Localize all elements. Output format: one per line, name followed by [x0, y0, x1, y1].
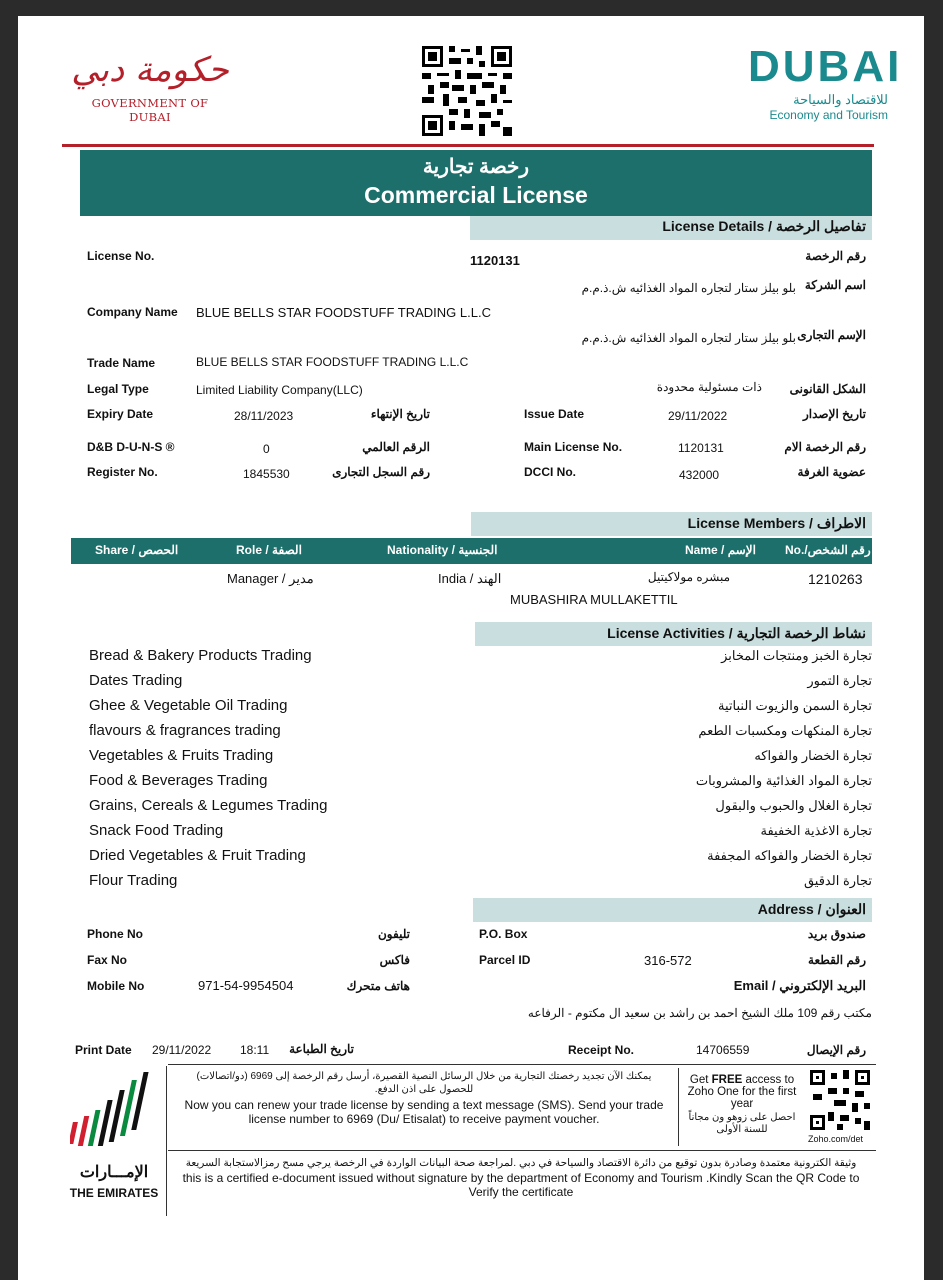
zoho-promo-pre: Get — [689, 1074, 712, 1086]
receipt-no-label: Receipt No. — [568, 1043, 635, 1057]
sms-notice-arabic: يمكنك الآن تجديد رخصتك التجارية من خلال الرسائل النصية القصيرة، أرسل رقم الرخصة إلى 6969 (دو/اتصالات) للحصول على اذن الدفع. — [196, 1071, 652, 1095]
main-license-label: Main License No. — [524, 440, 623, 454]
activity-en-10: Flour Trading — [89, 872, 178, 889]
duns-label-ar: الرقم العالمي — [362, 440, 430, 454]
zoho-promo-free: FREE — [711, 1074, 743, 1086]
license-members-header: License Members / الاطراف — [471, 512, 872, 536]
mobile-label-ar: هاتف متحرك — [346, 979, 410, 993]
gov-logo-arabic: حكومة دبي — [71, 50, 229, 90]
legal-type-arabic: ذات مسئولية محدودة — [656, 380, 762, 394]
print-date-label-ar: تاريخ الطباعة — [289, 1042, 354, 1056]
activity-ar-9: تجارة الخضار والفواكه المجففة — [707, 848, 872, 863]
emirates-vertical-divider — [166, 1066, 167, 1216]
legal-type-value: Limited Liability Company(LLC) — [196, 383, 363, 397]
main-license-value: 1120131 — [678, 441, 724, 455]
company-name-label: Company Name — [87, 305, 178, 319]
license-document — [18, 16, 924, 1280]
gov-logo-english: GOVERNMENT OF DUBAI — [91, 96, 209, 124]
pobox-label-ar: صندوق بريد — [807, 927, 866, 941]
trade-name-arabic: بلو بيلز ستار لتجاره المواد الغذائيه ش.ذ.م.م — [581, 331, 796, 345]
legal-type-label: Legal Type — [87, 382, 149, 396]
activity-en-5: Vegetables & Fruits Trading — [89, 747, 274, 764]
license-details-header: License Details / تفاصيل الرخصة — [470, 216, 872, 240]
certificate-notice-english: this is a certified e-document issued without signature by the department of Economy and Tourism .Kindly Scan the QR Code to Verify the certificate — [182, 1171, 860, 1199]
activity-ar-2: تجارة التمور — [807, 673, 872, 688]
activity-ar-6: تجارة المواد الغذائية والمشروبات — [695, 773, 872, 788]
duns-label: D&B D-U-N-S ® — [87, 440, 175, 454]
title-english: Commercial License — [364, 182, 588, 208]
mobile-label: Mobile No — [87, 979, 145, 993]
column-nationality: Nationality / الجنسية — [387, 543, 498, 557]
duns-value: 0 — [263, 442, 270, 456]
trade-name-label-ar: الإسم التجارى — [797, 328, 866, 342]
email-label — [734, 978, 866, 994]
email-label-ar: البريد الإلكتروني — [779, 978, 866, 993]
activity-ar-8: تجارة الاغذية الخفيفة — [760, 823, 872, 838]
zoho-url: Zoho.com/det — [808, 1134, 864, 1144]
license-no-label: License No. — [87, 249, 155, 263]
title-banner — [80, 150, 872, 216]
zoho-promo-post: access to Zoho One for the first year — [687, 1074, 797, 1110]
activity-en-7: Grains, Cereals & Legumes Trading — [89, 797, 328, 814]
activity-en-6: Food & Beverages Trading — [89, 772, 268, 789]
activity-en-1: Bread & Bakery Products Trading — [89, 647, 312, 664]
emirates-logo-english: THE EMIRATES — [69, 1186, 159, 1200]
sms-notice-english: Now you can renew your trade license by sending a text message (SMS). Send your trade license number to 6969 (Du/ Etisalat) to receive payment voucher. — [184, 1098, 664, 1126]
government-of-dubai-logo — [70, 50, 230, 124]
license-activities-header: License Activities / نشاط الرخصة التجارية — [475, 622, 872, 646]
activity-ar-10: تجارة الدقيق — [803, 873, 872, 888]
license-no-label-ar: رقم الرخصة — [805, 249, 866, 263]
column-role: Role / الصفة — [236, 543, 302, 557]
print-date-value: 29/11/2022 — [152, 1043, 212, 1057]
parcel-id-label: Parcel ID — [479, 953, 531, 967]
title-arabic: رخصة تجارية — [422, 156, 530, 178]
main-license-label-ar: رقم الرخصة الام — [784, 440, 866, 454]
activity-en-3: Ghee & Vegetable Oil Trading — [89, 697, 288, 714]
zoho-promo-arabic: احصل على زوهو ون مجاناً للسنة الأولى — [688, 1112, 796, 1135]
header-divider — [62, 144, 874, 147]
emirates-logo-arabic: الإمـــارات — [79, 1164, 149, 1181]
register-no-label-ar: رقم السجل التجارى — [332, 465, 430, 479]
activity-en-4: flavours & fragrances trading — [89, 722, 281, 739]
member-name-english: MUBASHIRA MULLAKETTIL — [510, 592, 678, 607]
column-share: Share / الحصص — [95, 543, 179, 557]
phone-label: Phone No — [87, 927, 143, 941]
expiry-date-value: 28/11/2023 — [234, 409, 294, 423]
license-no-value: 1120131 — [470, 253, 520, 268]
email-label-en: Email / — [733, 978, 776, 993]
print-date-label: Print Date — [75, 1043, 132, 1057]
zoho-qr-code-icon — [810, 1070, 870, 1130]
receipt-no-label-ar: رقم الإيصال — [806, 1043, 866, 1057]
parcel-id-value: 316-572 — [644, 953, 692, 968]
emirates-brand-bars-icon — [70, 1070, 162, 1156]
print-time-value: 18:11 — [240, 1043, 270, 1057]
dubai-logo-wordmark: DUBAI — [748, 42, 903, 91]
certificate-notice-arabic: وثيقة الكترونية معتمدة وصادرة بدون توقيع من دائرة الاقتصاد والسياحة في دبي .لمراجعة صحة البيانات الواردة في الرخصة يرجي مسح رمزالاستجابة السريعة — [185, 1157, 857, 1169]
activity-ar-3: تجارة السمن والزيوت النباتية — [718, 698, 872, 713]
verification-qr-code-icon — [422, 46, 512, 136]
register-no-value: 1845530 — [243, 467, 290, 481]
register-no-label: Register No. — [87, 465, 158, 479]
activity-ar-5: تجارة الخضار والفواكه — [754, 748, 872, 763]
zoho-promo — [682, 1074, 802, 1136]
dcci-no-label: DCCI No. — [524, 465, 576, 479]
expiry-date-label: Expiry Date — [87, 407, 154, 421]
activity-en-8: Snack Food Trading — [89, 822, 224, 839]
the-emirates-logo — [66, 1070, 166, 1210]
trade-name-value: BLUE BELLS STAR FOODSTUFF TRADING L.L.C — [196, 355, 469, 369]
column-person-no: No./رقم الشخص — [785, 543, 871, 557]
det-logo-arabic: للاقتصاد والسياحة — [793, 92, 888, 107]
trade-name-label: Trade Name — [87, 356, 156, 370]
certificate-divider — [168, 1150, 876, 1151]
certificate-notice — [170, 1156, 872, 1199]
company-name-label-ar: اسم الشركة — [804, 278, 866, 292]
phone-label-ar: تليفون — [377, 927, 410, 941]
members-table-header — [71, 538, 872, 564]
expiry-date-label-ar: تاريخ الإنتهاء — [370, 407, 430, 421]
issue-date-label: Issue Date — [524, 407, 585, 421]
full-address-arabic: مكتب رقم 109 ملك الشيخ احمد بن راشد بن سعيد ال مكتوم - الرفاعه — [527, 1006, 872, 1020]
activity-ar-4: تجارة المنكهات ومكسبات الطعم — [698, 723, 872, 738]
activity-ar-7: تجارة الغلال والحبوب والبقول — [715, 798, 872, 813]
address-header: Address / العنوان — [473, 898, 872, 922]
fax-label-ar: فاكس — [379, 953, 410, 967]
member-name-arabic: مبشره مولاكيتيل — [647, 570, 730, 584]
parcel-id-label-ar: رقم القطعة — [808, 953, 866, 967]
activity-en-2: Dates Trading — [89, 672, 183, 689]
member-person-no: 1210263 — [808, 571, 863, 587]
sms-zoho-divider — [678, 1068, 679, 1146]
dcci-no-label-ar: عضوية الغرفة — [797, 465, 866, 479]
issue-date-label-ar: تاريخ الإصدار — [802, 407, 866, 421]
company-name-value: BLUE BELLS STAR FOODSTUFF TRADING L.L.C — [196, 305, 491, 320]
pobox-label: P.O. Box — [479, 927, 528, 941]
activity-en-9: Dried Vegetables & Fruit Trading — [89, 847, 306, 864]
dubai-economy-tourism-logo — [748, 42, 903, 122]
column-name: Name / الإسم — [685, 543, 756, 557]
issue-date-value: 29/11/2022 — [668, 409, 728, 423]
footer-divider — [168, 1064, 876, 1065]
member-nationality: India / الهند — [438, 571, 502, 586]
dcci-no-value: 432000 — [679, 468, 720, 482]
sms-renewal-notice — [174, 1070, 674, 1126]
legal-type-label-ar: الشكل القانونى — [789, 382, 866, 396]
zoho-promo-english — [682, 1074, 802, 1110]
company-name-arabic: بلو بيلز ستار لتجاره المواد الغذائيه ش.ذ.م.م — [581, 281, 796, 295]
receipt-no-value: 14706559 — [696, 1043, 750, 1057]
fax-label: Fax No — [87, 953, 128, 967]
det-logo-english: Economy and Tourism — [769, 108, 888, 122]
activity-ar-1: تجارة الخبز ومنتجات المخابز — [721, 648, 872, 663]
member-role: Manager / مدير — [227, 571, 314, 586]
mobile-value: 971-54-9954504 — [198, 978, 294, 993]
